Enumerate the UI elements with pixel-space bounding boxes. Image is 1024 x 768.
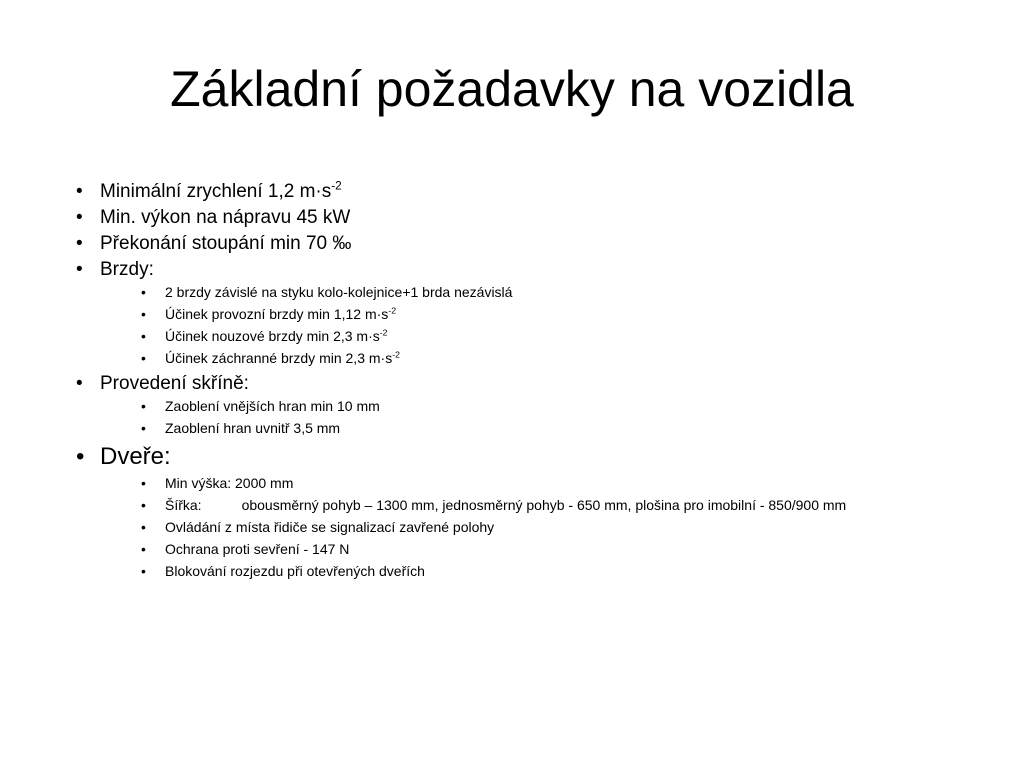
item-text: Minimální zrychlení 1,2 m·s — [100, 181, 332, 202]
subitem-text: Min výška: 2000 mm — [165, 475, 294, 491]
sublist-item — [141, 398, 956, 415]
subitem-label: Šířka: — [165, 497, 202, 513]
bullet-icon: • — [141, 328, 146, 344]
sublist-item — [141, 284, 956, 301]
sublist-item — [141, 519, 956, 536]
item-superscript: -2 — [331, 179, 342, 193]
item-text: Brzdy: — [100, 259, 154, 280]
item-text: Provedení skříně: — [100, 373, 249, 394]
bullet-icon: • — [141, 420, 146, 436]
list-item-doors — [76, 442, 956, 472]
bullet-icon: • — [141, 519, 146, 535]
subitem-text: Účinek záchranné brzdy min 2,3 m·s — [165, 350, 393, 366]
bullet-icon: • — [76, 443, 85, 470]
subitem-text: 2 brzdy závislé na styku kolo-kolejnice+1 brda nezávislá — [165, 284, 513, 300]
sublist-brakes — [76, 284, 956, 367]
sublist-item — [141, 306, 956, 323]
slide-title: Základní požadavky na vozidla — [170, 61, 854, 117]
sublist-item — [141, 328, 956, 345]
slide-content — [76, 180, 956, 585]
bullet-icon: • — [76, 259, 83, 280]
bullet-icon: • — [76, 181, 83, 202]
list-item-body — [76, 372, 956, 395]
subitem-text: Účinek nouzové brzdy min 2,3 m·s — [165, 328, 380, 344]
subitem-superscript: -2 — [392, 349, 400, 360]
bullet-icon: • — [141, 497, 146, 513]
bullet-icon: • — [76, 373, 83, 394]
list-item-brakes — [76, 258, 956, 281]
bullet-list — [76, 180, 956, 580]
sublist-item — [141, 497, 956, 514]
list-item-acceleration — [76, 180, 956, 203]
bullet-icon: • — [141, 306, 146, 322]
subitem-superscript: -2 — [379, 327, 388, 338]
subitem-text: obousměrný pohyb – 1300 mm, jednosměrný pohyb - 650 mm, plošina pro imobilní - 850/900 mm — [241, 497, 847, 513]
sublist-item — [141, 541, 956, 558]
sublist-body — [76, 398, 956, 437]
list-item-power — [76, 206, 956, 229]
subitem-text: Ovládání z místa řidiče se signalizací zavřené polohy — [165, 519, 495, 535]
sublist-item — [141, 350, 956, 367]
bullet-icon: • — [141, 350, 146, 366]
bullet-icon: • — [141, 541, 146, 557]
sublist-wrapper — [76, 398, 956, 437]
subitem-text: Zaoblení hran uvnitř 3,5 mm — [165, 420, 341, 436]
subitem-text: Zaoblení vnějších hran min 10 mm — [165, 398, 380, 414]
sublist-wrapper — [76, 475, 956, 580]
sublist-doors — [76, 475, 956, 580]
bullet-icon: • — [141, 475, 146, 491]
item-text: Min. výkon na nápravu 45 kW — [100, 207, 351, 228]
bullet-icon: • — [76, 233, 83, 254]
list-item-gradient — [76, 232, 956, 255]
sublist-wrapper — [76, 284, 956, 367]
item-text: Dveře: — [100, 443, 171, 470]
bullet-icon: • — [141, 398, 146, 414]
sublist-item — [141, 563, 956, 580]
subitem-text: Blokování rozjezdu při otevřených dveřích — [165, 563, 425, 579]
bullet-icon: • — [76, 207, 83, 228]
sublist-item — [141, 420, 956, 437]
subitem-superscript: -2 — [388, 305, 397, 316]
subitem-text: Účinek provozní brzdy min 1,12 m·s — [165, 306, 389, 322]
item-text: Překonání stoupání min 70 ‰ — [100, 233, 352, 254]
bullet-icon: • — [141, 563, 146, 579]
sublist-item — [141, 475, 956, 492]
bullet-icon: • — [141, 284, 146, 300]
subitem-text: Ochrana proti sevření - 147 N — [165, 541, 350, 557]
